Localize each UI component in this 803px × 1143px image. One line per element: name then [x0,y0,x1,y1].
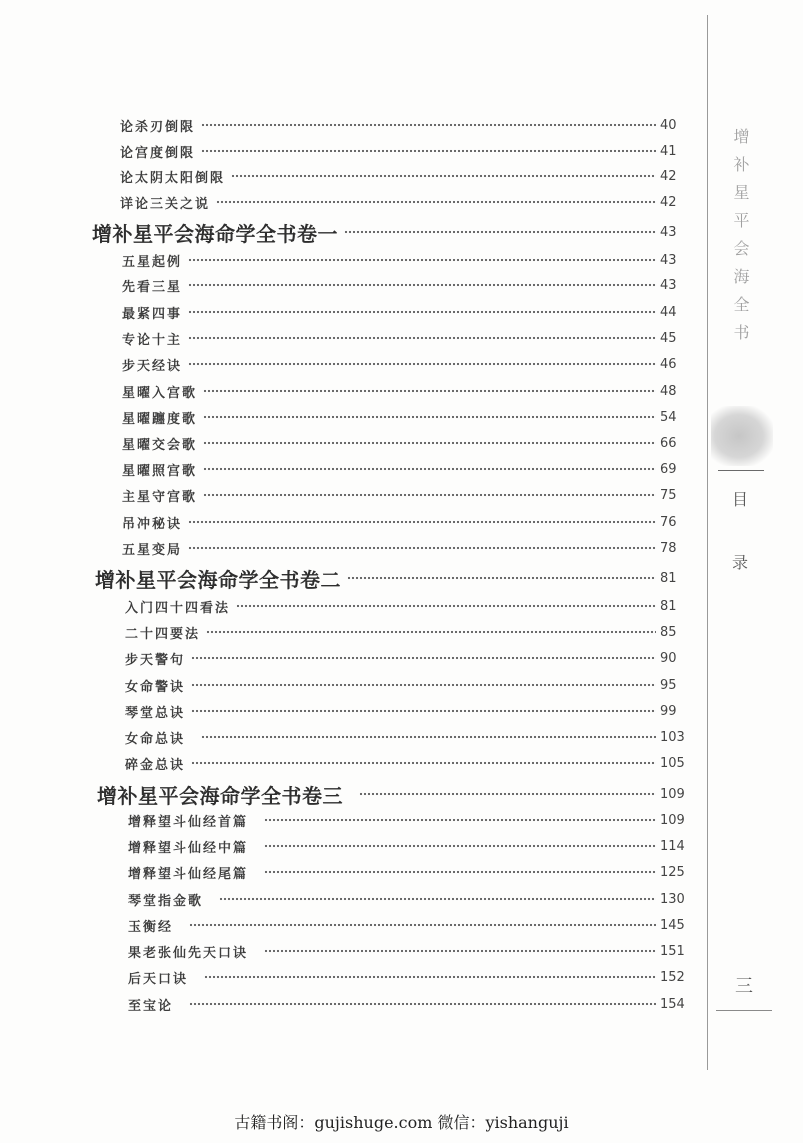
toc-entry [122,354,686,374]
scan-smudge [711,406,773,466]
dot-leader [188,362,656,366]
dot-leader [201,123,656,127]
toc-entry [122,485,686,505]
dot-leader [231,174,656,178]
toc-entry-page: 151 [660,943,685,959]
toc-entry-page: 78 [660,540,677,556]
toc-entry-page: 145 [660,917,685,933]
toc-entry [128,810,686,830]
toc-entry [122,512,686,532]
dot-leader [344,230,656,234]
dot-leader [203,493,656,497]
toc-entry-title: 至宝论 [128,998,174,1014]
dot-leader [191,761,656,765]
toc-entry-title: 最紧四事 [122,306,183,322]
toc-entry-page: 75 [660,487,677,503]
toc-entry [120,141,686,161]
toc-entry-page: 95 [660,677,677,693]
toc-entry [122,250,686,270]
toc-entry-title: 琴堂指金歌 [128,893,204,909]
dot-leader [201,149,656,153]
dot-leader [203,415,656,419]
toc-entry [122,538,686,558]
toc-entry-title: 碎金总诀 [125,757,186,773]
dot-leader [203,467,656,471]
toc-entry [128,941,686,961]
toc-entry-title: 星曜躔度歌 [122,411,198,427]
toc-entry [128,836,686,856]
toc-entry-title: 琴堂总诀 [125,705,186,721]
dot-leader [189,923,656,927]
toc-entry [125,596,686,616]
toc-entry-page: 81 [660,598,677,614]
toc-entry [120,115,686,135]
toc-entry-title: 吊冲秘诀 [122,516,183,532]
toc-entry [125,622,686,642]
toc-entry [128,862,686,882]
dot-leader [264,949,656,953]
toc-entry-title: 星曜交会歌 [122,437,198,453]
dot-leader [191,709,656,713]
toc-entry-title: 先看三星 [122,279,183,295]
dot-leader [203,441,656,445]
toc-entry-title: 论宫度倒限 [120,145,196,161]
dot-leader [236,604,656,608]
toc-entry-title: 增释望斗仙经尾篇 [128,866,249,882]
dot-leader [188,258,656,262]
toc-entry [125,727,686,747]
toc-entry-page: 69 [660,461,677,477]
dot-leader [203,389,656,393]
dot-leader [216,200,656,204]
running-book-title: 增补星平会海全书 [731,128,750,352]
toc-entry-title: 增释望斗仙经中篇 [128,840,249,856]
toc-entry-title: 主星守宫歌 [122,489,198,505]
toc-entry-page: 154 [660,996,685,1012]
toc-entry [122,381,686,401]
dot-leader [201,735,656,739]
toc-entry-title: 后天口诀 [128,971,189,987]
toc-entry-page: 48 [660,383,677,399]
toc-entry-page: 46 [660,356,677,372]
toc-entry-page: 85 [660,624,677,640]
toc-entry-page: 42 [660,194,677,210]
margin-rule [707,15,708,1070]
dot-leader [189,1002,656,1006]
toc-entry-page: 45 [660,330,677,346]
section-label-char: 录 [732,553,749,572]
toc-entry-title: 果老张仙先天口诀 [128,945,249,961]
toc-entry-page: 105 [660,755,685,771]
toc-entry-page: 44 [660,304,677,320]
toc-entry [128,967,686,987]
volume-heading-title: 增补星平会海命学全书卷二 [95,567,341,592]
toc-entry-page: 114 [660,838,685,854]
toc-entry [125,675,686,695]
dot-leader [264,870,656,874]
toc-entry [120,192,686,212]
volume-heading-title: 增补星平会海命学全书卷一 [92,221,338,246]
toc-entry-page: 66 [660,435,677,451]
toc-entry [125,648,686,668]
dot-leader [191,656,656,660]
folio-rule [716,1010,772,1011]
toc-entry-page: 130 [660,891,685,907]
dot-leader [347,576,656,580]
volume-heading [92,219,686,245]
toc-entry-page: 41 [660,143,677,159]
dot-leader [188,546,656,550]
toc-entry [125,753,686,773]
toc-entry [125,701,686,721]
dot-leader [188,310,656,314]
dot-leader [264,818,656,822]
toc-entry-page: 43 [660,252,677,268]
volume-heading-page: 109 [660,786,685,802]
toc-entry-title: 论太阴太阳倒限 [120,170,226,186]
section-label-char: 目 [732,490,749,509]
toc-entry [122,433,686,453]
toc-entry-page: 42 [660,168,677,184]
volume-heading-page: 81 [660,570,677,586]
toc-entry-title: 女命总诀 [125,731,186,747]
toc-entry [128,915,686,935]
toc-entry-title: 玉衡经 [128,919,174,935]
toc-entry-title: 星曜照宫歌 [122,463,198,479]
toc-entry-title: 二十四要法 [125,626,201,642]
toc-entry-title: 五星起例 [122,254,183,270]
volume-heading-page: 43 [660,224,677,240]
dot-leader [191,683,656,687]
volume-heading-title: 增补星平会海命学全书卷三 [97,783,343,808]
footer-watermark: 古籍书阁：gujishuge.com 微信：yishanguji [234,1113,569,1132]
dot-leader [188,336,656,340]
volume-heading [95,565,686,591]
toc-entry [122,302,686,322]
toc-entry [122,328,686,348]
dot-leader [204,975,656,979]
toc-entry-title: 星曜入宫歌 [122,385,198,401]
toc-entry-page: 54 [660,409,677,425]
toc-entry [128,994,686,1014]
toc-entry [128,889,686,909]
dot-leader [359,792,656,796]
dot-leader [219,897,656,901]
toc-entry [122,275,686,295]
section-rule [718,470,764,471]
toc-entry-title: 步天经诀 [122,358,183,374]
toc-entry-page: 152 [660,969,685,985]
toc-entry-page: 109 [660,812,685,828]
page-number: 三 [735,976,753,997]
toc-entry-page: 103 [660,729,685,745]
toc-entry-page: 43 [660,277,677,293]
dot-leader [206,630,656,634]
toc-entry-title: 五星变局 [122,542,183,558]
toc-entry [122,459,686,479]
toc-entry-page: 76 [660,514,677,530]
toc-entry-title: 论杀刃倒限 [120,119,196,135]
toc-entry-page: 40 [660,117,677,133]
toc-entry-page: 99 [660,703,677,719]
dot-leader [188,283,656,287]
toc-entry-title: 专论十主 [122,332,183,348]
toc-entry-page: 125 [660,864,685,880]
toc-entry-title: 入门四十四看法 [125,600,231,616]
dot-leader [188,520,656,524]
dot-leader [264,844,656,848]
toc-entry [120,166,686,186]
toc-entry-title: 详论三关之说 [120,196,211,212]
toc-entry-title: 女命警诀 [125,679,186,695]
toc-entry-page: 90 [660,650,677,666]
volume-heading [97,781,686,807]
toc-entry-title: 增释望斗仙经首篇 [128,814,249,830]
toc-entry [122,407,686,427]
toc-entry-title: 步天警句 [125,652,186,668]
